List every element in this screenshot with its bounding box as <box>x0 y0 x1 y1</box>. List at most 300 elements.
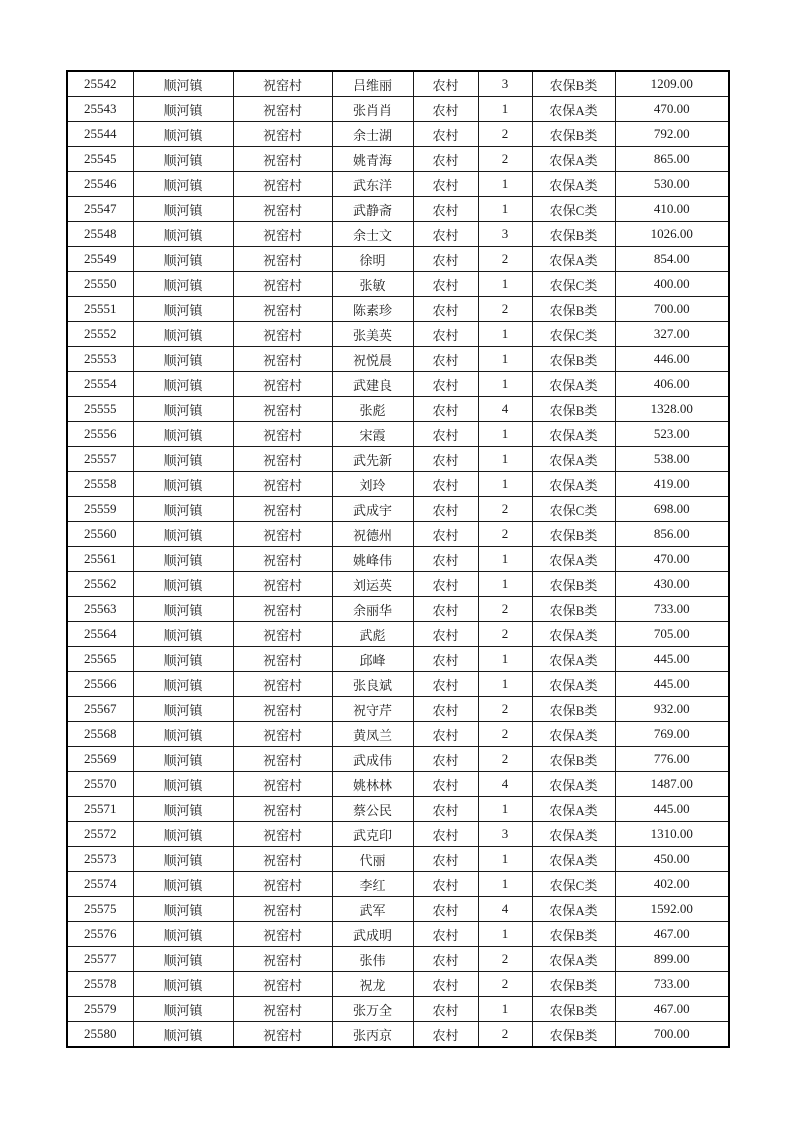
cell-person-name: 祝德州 <box>332 522 413 547</box>
cell-person-name: 武克印 <box>332 822 413 847</box>
cell-record-id: 25580 <box>67 1022 133 1048</box>
cell-residence-type: 农村 <box>413 1022 478 1048</box>
cell-insurance-category: 农保B类 <box>532 997 615 1022</box>
cell-person-name: 武建良 <box>332 372 413 397</box>
cell-record-id: 25543 <box>67 97 133 122</box>
cell-record-id: 25550 <box>67 272 133 297</box>
cell-town: 顺河镇 <box>133 297 233 322</box>
cell-person-count: 1 <box>478 347 532 372</box>
table-row <box>67 272 729 297</box>
cell-insurance-category: 农保B类 <box>532 222 615 247</box>
cell-residence-type: 农村 <box>413 847 478 872</box>
table-row <box>67 672 729 697</box>
cell-person-count: 2 <box>478 597 532 622</box>
cell-amount: 700.00 <box>615 1022 729 1048</box>
cell-person-count: 1 <box>478 197 532 222</box>
cell-town: 顺河镇 <box>133 547 233 572</box>
cell-record-id: 25575 <box>67 897 133 922</box>
cell-residence-type: 农村 <box>413 472 478 497</box>
table-row <box>67 247 729 272</box>
table-row <box>67 797 729 822</box>
cell-amount: 1310.00 <box>615 822 729 847</box>
cell-amount: 705.00 <box>615 622 729 647</box>
cell-village: 祝窑村 <box>233 872 332 897</box>
cell-person-count: 1 <box>478 997 532 1022</box>
cell-person-count: 2 <box>478 297 532 322</box>
cell-town: 顺河镇 <box>133 672 233 697</box>
cell-village: 祝窑村 <box>233 722 332 747</box>
cell-amount: 932.00 <box>615 697 729 722</box>
table-row <box>67 172 729 197</box>
cell-person-count: 1 <box>478 922 532 947</box>
cell-village: 祝窑村 <box>233 447 332 472</box>
cell-town: 顺河镇 <box>133 697 233 722</box>
cell-residence-type: 农村 <box>413 747 478 772</box>
cell-village: 祝窑村 <box>233 322 332 347</box>
cell-village: 祝窑村 <box>233 897 332 922</box>
cell-record-id: 25562 <box>67 572 133 597</box>
cell-person-name: 蔡公民 <box>332 797 413 822</box>
cell-residence-type: 农村 <box>413 422 478 447</box>
cell-insurance-category: 农保B类 <box>532 297 615 322</box>
cell-amount: 430.00 <box>615 572 729 597</box>
table-row <box>67 71 729 97</box>
cell-village: 祝窑村 <box>233 347 332 372</box>
cell-insurance-category: 农保A类 <box>532 847 615 872</box>
cell-record-id: 25577 <box>67 947 133 972</box>
cell-person-count: 2 <box>478 622 532 647</box>
cell-amount: 776.00 <box>615 747 729 772</box>
cell-village: 祝窑村 <box>233 97 332 122</box>
cell-person-count: 1 <box>478 847 532 872</box>
cell-town: 顺河镇 <box>133 71 233 97</box>
table-row <box>67 422 729 447</box>
cell-person-name: 代丽 <box>332 847 413 872</box>
cell-village: 祝窑村 <box>233 647 332 672</box>
cell-town: 顺河镇 <box>133 197 233 222</box>
cell-person-name: 姚峰伟 <box>332 547 413 572</box>
cell-amount: 445.00 <box>615 797 729 822</box>
cell-amount: 450.00 <box>615 847 729 872</box>
cell-insurance-category: 农保A类 <box>532 172 615 197</box>
cell-residence-type: 农村 <box>413 822 478 847</box>
cell-residence-type: 农村 <box>413 547 478 572</box>
table-row <box>67 297 729 322</box>
cell-town: 顺河镇 <box>133 747 233 772</box>
table-row <box>67 1022 729 1048</box>
cell-insurance-category: 农保B类 <box>532 1022 615 1048</box>
cell-amount: 419.00 <box>615 472 729 497</box>
cell-insurance-category: 农保A类 <box>532 672 615 697</box>
cell-amount: 410.00 <box>615 197 729 222</box>
cell-insurance-category: 农保C类 <box>532 197 615 222</box>
cell-record-id: 25564 <box>67 622 133 647</box>
cell-insurance-category: 农保A类 <box>532 897 615 922</box>
cell-insurance-category: 农保B类 <box>532 697 615 722</box>
cell-town: 顺河镇 <box>133 472 233 497</box>
cell-person-count: 1 <box>478 647 532 672</box>
cell-residence-type: 农村 <box>413 672 478 697</box>
cell-village: 祝窑村 <box>233 472 332 497</box>
cell-amount: 538.00 <box>615 447 729 472</box>
cell-amount: 523.00 <box>615 422 729 447</box>
cell-village: 祝窑村 <box>233 622 332 647</box>
cell-person-name: 武军 <box>332 897 413 922</box>
cell-record-id: 25553 <box>67 347 133 372</box>
cell-residence-type: 农村 <box>413 622 478 647</box>
cell-town: 顺河镇 <box>133 272 233 297</box>
cell-residence-type: 农村 <box>413 697 478 722</box>
cell-person-count: 1 <box>478 272 532 297</box>
cell-amount: 698.00 <box>615 497 729 522</box>
cell-person-name: 吕维丽 <box>332 71 413 97</box>
cell-village: 祝窑村 <box>233 597 332 622</box>
cell-amount: 467.00 <box>615 922 729 947</box>
cell-person-count: 3 <box>478 822 532 847</box>
cell-town: 顺河镇 <box>133 622 233 647</box>
cell-amount: 406.00 <box>615 372 729 397</box>
cell-record-id: 25544 <box>67 122 133 147</box>
cell-person-name: 张丙京 <box>332 1022 413 1048</box>
cell-record-id: 25566 <box>67 672 133 697</box>
cell-record-id: 25572 <box>67 822 133 847</box>
cell-residence-type: 农村 <box>413 122 478 147</box>
cell-town: 顺河镇 <box>133 722 233 747</box>
cell-town: 顺河镇 <box>133 647 233 672</box>
cell-insurance-category: 农保B类 <box>532 972 615 997</box>
cell-person-name: 张万全 <box>332 997 413 1022</box>
cell-person-count: 4 <box>478 397 532 422</box>
cell-amount: 856.00 <box>615 522 729 547</box>
cell-insurance-category: 农保B类 <box>532 71 615 97</box>
cell-village: 祝窑村 <box>233 197 332 222</box>
cell-person-count: 2 <box>478 522 532 547</box>
cell-insurance-category: 农保B类 <box>532 522 615 547</box>
cell-person-count: 1 <box>478 447 532 472</box>
cell-record-id: 25560 <box>67 522 133 547</box>
cell-person-name: 姚林林 <box>332 772 413 797</box>
cell-record-id: 25558 <box>67 472 133 497</box>
cell-record-id: 25547 <box>67 197 133 222</box>
cell-town: 顺河镇 <box>133 497 233 522</box>
cell-residence-type: 农村 <box>413 722 478 747</box>
table-row <box>67 847 729 872</box>
cell-town: 顺河镇 <box>133 122 233 147</box>
cell-person-name: 张伟 <box>332 947 413 972</box>
cell-person-name: 徐明 <box>332 247 413 272</box>
table-row <box>67 547 729 572</box>
cell-amount: 470.00 <box>615 97 729 122</box>
cell-residence-type: 农村 <box>413 247 478 272</box>
cell-residence-type: 农村 <box>413 497 478 522</box>
table-row <box>67 922 729 947</box>
cell-person-count: 2 <box>478 497 532 522</box>
cell-record-id: 25556 <box>67 422 133 447</box>
cell-person-name: 黄凤兰 <box>332 722 413 747</box>
cell-person-name: 武彪 <box>332 622 413 647</box>
cell-insurance-category: 农保A类 <box>532 547 615 572</box>
cell-insurance-category: 农保A类 <box>532 822 615 847</box>
cell-insurance-category: 农保A类 <box>532 647 615 672</box>
cell-person-name: 武成伟 <box>332 747 413 772</box>
cell-village: 祝窑村 <box>233 572 332 597</box>
cell-insurance-category: 农保A类 <box>532 97 615 122</box>
cell-insurance-category: 农保B类 <box>532 347 615 372</box>
cell-amount: 733.00 <box>615 597 729 622</box>
table-row <box>67 872 729 897</box>
cell-insurance-category: 农保A类 <box>532 422 615 447</box>
cell-person-count: 1 <box>478 97 532 122</box>
cell-amount: 792.00 <box>615 122 729 147</box>
cell-amount: 1592.00 <box>615 897 729 922</box>
cell-residence-type: 农村 <box>413 322 478 347</box>
cell-town: 顺河镇 <box>133 522 233 547</box>
cell-person-count: 1 <box>478 672 532 697</box>
cell-residence-type: 农村 <box>413 172 478 197</box>
cell-amount: 1328.00 <box>615 397 729 422</box>
cell-town: 顺河镇 <box>133 872 233 897</box>
cell-village: 祝窑村 <box>233 922 332 947</box>
cell-person-count: 1 <box>478 547 532 572</box>
cell-village: 祝窑村 <box>233 247 332 272</box>
cell-person-count: 2 <box>478 697 532 722</box>
cell-amount: 400.00 <box>615 272 729 297</box>
cell-village: 祝窑村 <box>233 372 332 397</box>
cell-town: 顺河镇 <box>133 997 233 1022</box>
cell-village: 祝窑村 <box>233 397 332 422</box>
cell-residence-type: 农村 <box>413 972 478 997</box>
table-row <box>67 747 729 772</box>
cell-town: 顺河镇 <box>133 972 233 997</box>
cell-record-id: 25563 <box>67 597 133 622</box>
cell-person-name: 李红 <box>332 872 413 897</box>
cell-person-count: 2 <box>478 122 532 147</box>
cell-amount: 899.00 <box>615 947 729 972</box>
cell-town: 顺河镇 <box>133 1022 233 1048</box>
cell-amount: 445.00 <box>615 647 729 672</box>
cell-village: 祝窑村 <box>233 297 332 322</box>
cell-village: 祝窑村 <box>233 997 332 1022</box>
cell-insurance-category: 农保A类 <box>532 622 615 647</box>
cell-residence-type: 农村 <box>413 872 478 897</box>
cell-person-name: 张良斌 <box>332 672 413 697</box>
cell-insurance-category: 农保A类 <box>532 447 615 472</box>
cell-person-name: 余士湖 <box>332 122 413 147</box>
cell-village: 祝窑村 <box>233 547 332 572</box>
cell-person-count: 3 <box>478 71 532 97</box>
table-row <box>67 97 729 122</box>
cell-residence-type: 农村 <box>413 397 478 422</box>
cell-person-name: 余士文 <box>332 222 413 247</box>
cell-record-id: 25559 <box>67 497 133 522</box>
cell-residence-type: 农村 <box>413 572 478 597</box>
cell-residence-type: 农村 <box>413 197 478 222</box>
cell-insurance-category: 农保A类 <box>532 472 615 497</box>
cell-amount: 865.00 <box>615 147 729 172</box>
cell-amount: 402.00 <box>615 872 729 897</box>
cell-record-id: 25567 <box>67 697 133 722</box>
cell-person-count: 1 <box>478 472 532 497</box>
cell-record-id: 25546 <box>67 172 133 197</box>
cell-record-id: 25555 <box>67 397 133 422</box>
cell-residence-type: 农村 <box>413 372 478 397</box>
cell-town: 顺河镇 <box>133 947 233 972</box>
table-row <box>67 122 729 147</box>
cell-record-id: 25552 <box>67 322 133 347</box>
cell-town: 顺河镇 <box>133 897 233 922</box>
cell-residence-type: 农村 <box>413 222 478 247</box>
cell-person-count: 1 <box>478 572 532 597</box>
table-row <box>67 572 729 597</box>
cell-town: 顺河镇 <box>133 97 233 122</box>
cell-residence-type: 农村 <box>413 272 478 297</box>
cell-residence-type: 农村 <box>413 97 478 122</box>
cell-town: 顺河镇 <box>133 372 233 397</box>
cell-village: 祝窑村 <box>233 847 332 872</box>
table-row <box>67 197 729 222</box>
cell-record-id: 25557 <box>67 447 133 472</box>
cell-record-id: 25565 <box>67 647 133 672</box>
cell-town: 顺河镇 <box>133 397 233 422</box>
cell-insurance-category: 农保B类 <box>532 597 615 622</box>
cell-village: 祝窑村 <box>233 422 332 447</box>
cell-person-count: 3 <box>478 222 532 247</box>
cell-village: 祝窑村 <box>233 747 332 772</box>
cell-record-id: 25568 <box>67 722 133 747</box>
cell-village: 祝窑村 <box>233 672 332 697</box>
cell-village: 祝窑村 <box>233 822 332 847</box>
cell-person-count: 1 <box>478 372 532 397</box>
cell-town: 顺河镇 <box>133 147 233 172</box>
table-row <box>67 772 729 797</box>
cell-person-count: 1 <box>478 322 532 347</box>
table-row <box>67 722 729 747</box>
cell-residence-type: 农村 <box>413 797 478 822</box>
cell-person-name: 陈素珍 <box>332 297 413 322</box>
cell-person-count: 1 <box>478 172 532 197</box>
table-row <box>67 997 729 1022</box>
cell-town: 顺河镇 <box>133 922 233 947</box>
cell-residence-type: 农村 <box>413 71 478 97</box>
cell-person-count: 1 <box>478 797 532 822</box>
cell-person-count: 2 <box>478 947 532 972</box>
cell-residence-type: 农村 <box>413 897 478 922</box>
table-row <box>67 522 729 547</box>
cell-record-id: 25570 <box>67 772 133 797</box>
cell-amount: 700.00 <box>615 297 729 322</box>
cell-insurance-category: 农保A类 <box>532 797 615 822</box>
cell-insurance-category: 农保C类 <box>532 322 615 347</box>
cell-residence-type: 农村 <box>413 297 478 322</box>
cell-record-id: 25578 <box>67 972 133 997</box>
cell-village: 祝窑村 <box>233 697 332 722</box>
cell-person-name: 宋霞 <box>332 422 413 447</box>
cell-insurance-category: 农保B类 <box>532 572 615 597</box>
cell-village: 祝窑村 <box>233 172 332 197</box>
cell-town: 顺河镇 <box>133 422 233 447</box>
table-row <box>67 947 729 972</box>
cell-town: 顺河镇 <box>133 247 233 272</box>
cell-insurance-category: 农保B类 <box>532 922 615 947</box>
cell-insurance-category: 农保A类 <box>532 772 615 797</box>
cell-insurance-category: 农保A类 <box>532 722 615 747</box>
cell-village: 祝窑村 <box>233 71 332 97</box>
cell-record-id: 25579 <box>67 997 133 1022</box>
table-row <box>67 147 729 172</box>
table-row <box>67 972 729 997</box>
cell-village: 祝窑村 <box>233 497 332 522</box>
cell-person-count: 1 <box>478 872 532 897</box>
table-row <box>67 897 729 922</box>
table-row <box>67 222 729 247</box>
cell-insurance-category: 农保B类 <box>532 122 615 147</box>
cell-insurance-category: 农保C类 <box>532 497 615 522</box>
cell-amount: 530.00 <box>615 172 729 197</box>
cell-record-id: 25576 <box>67 922 133 947</box>
cell-person-name: 祝守芹 <box>332 697 413 722</box>
cell-insurance-category: 农保A类 <box>532 147 615 172</box>
cell-person-name: 武东洋 <box>332 172 413 197</box>
cell-amount: 1026.00 <box>615 222 729 247</box>
table-row <box>67 822 729 847</box>
cell-person-count: 4 <box>478 897 532 922</box>
cell-town: 顺河镇 <box>133 222 233 247</box>
cell-residence-type: 农村 <box>413 597 478 622</box>
cell-town: 顺河镇 <box>133 847 233 872</box>
table-row <box>67 322 729 347</box>
cell-person-name: 武成明 <box>332 922 413 947</box>
cell-village: 祝窑村 <box>233 522 332 547</box>
cell-residence-type: 农村 <box>413 522 478 547</box>
cell-record-id: 25574 <box>67 872 133 897</box>
cell-village: 祝窑村 <box>233 947 332 972</box>
cell-person-count: 2 <box>478 247 532 272</box>
cell-insurance-category: 农保B类 <box>532 747 615 772</box>
table-row <box>67 472 729 497</box>
table-row <box>67 447 729 472</box>
cell-person-count: 2 <box>478 147 532 172</box>
cell-town: 顺河镇 <box>133 172 233 197</box>
cell-record-id: 25554 <box>67 372 133 397</box>
cell-town: 顺河镇 <box>133 447 233 472</box>
cell-person-name: 祝悦晨 <box>332 347 413 372</box>
cell-town: 顺河镇 <box>133 572 233 597</box>
cell-person-name: 刘玲 <box>332 472 413 497</box>
cell-town: 顺河镇 <box>133 797 233 822</box>
cell-town: 顺河镇 <box>133 597 233 622</box>
cell-record-id: 25561 <box>67 547 133 572</box>
cell-village: 祝窑村 <box>233 222 332 247</box>
cell-person-name: 张肖肖 <box>332 97 413 122</box>
table-row <box>67 372 729 397</box>
cell-person-name: 刘运英 <box>332 572 413 597</box>
table-row <box>67 647 729 672</box>
cell-person-name: 张美英 <box>332 322 413 347</box>
cell-person-name: 邱峰 <box>332 647 413 672</box>
cell-record-id: 25545 <box>67 147 133 172</box>
cell-record-id: 25569 <box>67 747 133 772</box>
cell-amount: 446.00 <box>615 347 729 372</box>
cell-insurance-category: 农保A类 <box>532 247 615 272</box>
cell-village: 祝窑村 <box>233 1022 332 1048</box>
table-row <box>67 347 729 372</box>
cell-amount: 854.00 <box>615 247 729 272</box>
table-row <box>67 497 729 522</box>
table-row <box>67 697 729 722</box>
table-row <box>67 597 729 622</box>
cell-record-id: 25549 <box>67 247 133 272</box>
table-row <box>67 622 729 647</box>
